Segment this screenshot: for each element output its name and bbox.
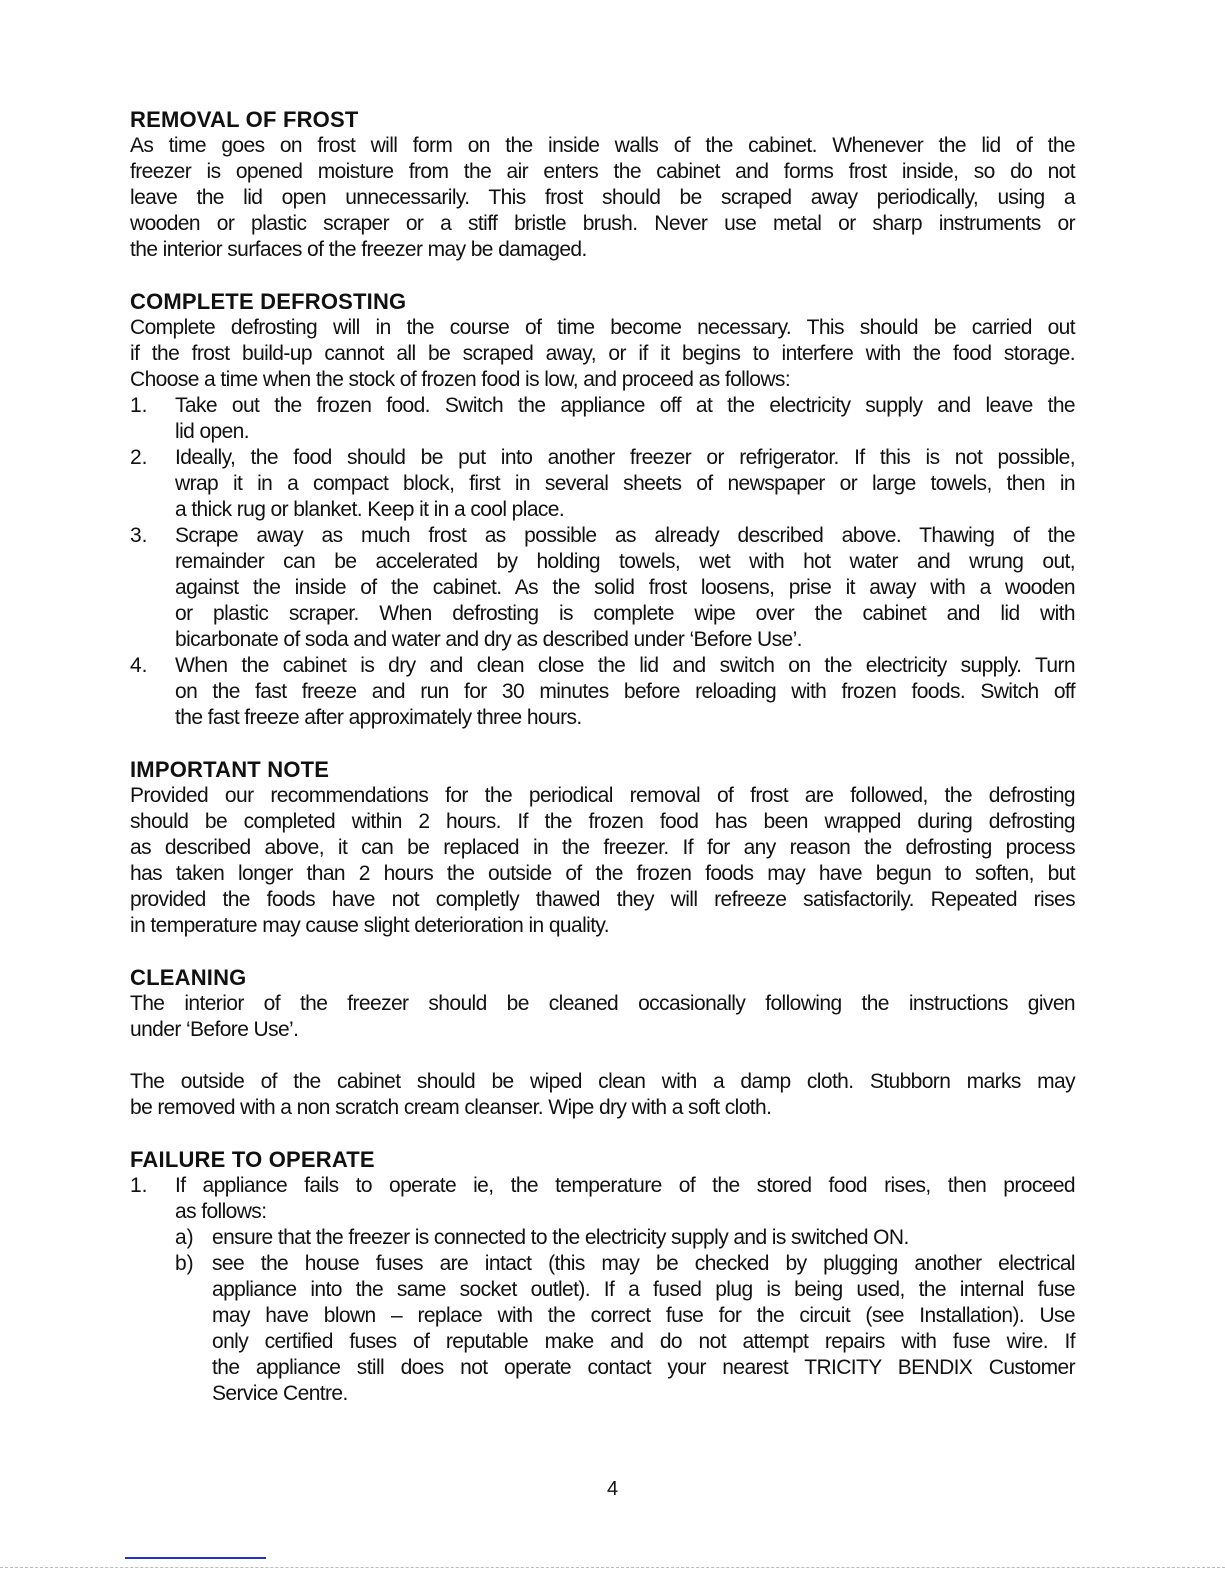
list-marker: 1.	[130, 394, 148, 417]
text-line: be removed with a non scratch cream cleanser. Wipe dry with a soft cloth.	[130, 1096, 772, 1119]
text-line: see the house fuses are intact (this may be checked by plugging another electrical	[212, 1252, 1075, 1275]
section-heading: COMPLETE DEFROSTING	[130, 289, 407, 314]
text-line: Choose a time when the stock of frozen food is low, and proceed as follows:	[130, 368, 791, 391]
text-line: as follows:	[175, 1200, 267, 1223]
section-heading: CLEANING	[130, 965, 247, 990]
text-line: provided the foods have not completly thawed they will refreeze satisfactorily. Repeated rises	[130, 888, 1075, 911]
text-line: under ‘Before Use’.	[130, 1018, 299, 1041]
paragraph	[130, 133, 1075, 263]
list-marker: a)	[175, 1226, 194, 1249]
text-line: The interior of the freezer should be cleaned occasionally following the instructions given	[130, 992, 1075, 1015]
list-item	[130, 653, 1075, 731]
text-line: lid open.	[175, 420, 249, 443]
section-heading: IMPORTANT NOTE	[130, 757, 330, 782]
text-line: if the frost build-up cannot all be scraped away, or if it begins to interfere with the food storage.	[130, 342, 1075, 365]
section	[130, 757, 1075, 939]
text-line: bicarbonate of soda and water and dry as described under ‘Before Use’.	[175, 628, 802, 651]
list-marker: 4.	[130, 654, 148, 677]
text-line: or plastic scraper. When defrosting is complete wipe over the cabinet and lid with	[175, 602, 1075, 625]
paragraph	[130, 991, 1075, 1043]
text-line: appliance into the same socket outlet). If a fused plug is being used, the internal fuse	[212, 1278, 1075, 1301]
text-line: If appliance fails to operate ie, the temperature of the stored food rises, then proceed	[175, 1174, 1075, 1197]
text-line: Provided our recommendations for the periodical removal of frost are followed, the defrosting	[130, 784, 1075, 807]
text-line: Complete defrosting will in the course of time become necessary. This should be carried out	[130, 316, 1075, 339]
text-line: against the inside of the cabinet. As the solid frost loosens, prise it away with a wooden	[175, 576, 1075, 599]
page-number: 4	[606, 1478, 619, 1500]
list-marker: 3.	[130, 524, 148, 547]
page-bottom-rule	[0, 1567, 1225, 1568]
list-item	[130, 523, 1075, 653]
list-item	[130, 445, 1075, 523]
sub-list-item	[130, 1225, 1075, 1251]
link-underline	[125, 1557, 266, 1559]
text-line: remainder can be accelerated by holding towels, wet with hot water and wrung out,	[175, 550, 1075, 573]
text-line: should be completed within 2 hours. If the frozen food has been wrapped during defrosting	[130, 810, 1075, 833]
text-line: Scrape away as much frost as possible as already described above. Thawing of the	[175, 524, 1075, 547]
section-heading: FAILURE TO OPERATE	[130, 1147, 375, 1172]
section-heading: REMOVAL OF FROST	[130, 107, 359, 132]
sub-list-item	[130, 1251, 1075, 1407]
list-item	[130, 1173, 1075, 1225]
list-marker: 1.	[130, 1174, 148, 1197]
text-line: as described above, it can be replaced in the freezer. If for any reason the defrosting process	[130, 836, 1075, 859]
list-item	[130, 393, 1075, 445]
text-line: on the fast freeze and run for 30 minutes before reloading with frozen foods. Switch off	[175, 680, 1075, 703]
text-line: leave the lid open unnecessarily. This frost should be scraped away periodically, using a	[130, 186, 1075, 209]
list-marker: b)	[175, 1252, 194, 1275]
text-line: As time goes on frost will form on the inside walls of the cabinet. Whenever the lid of the	[130, 134, 1075, 157]
paragraph	[130, 1069, 1075, 1121]
text-line: has taken longer than 2 hours the outside of the frozen foods may have begun to soften, but	[130, 862, 1075, 885]
text-line: The outside of the cabinet should be wiped clean with a damp cloth. Stubborn marks may	[130, 1070, 1075, 1093]
paragraph	[130, 783, 1075, 939]
text-line: a thick rug or blanket. Keep it in a cool place.	[175, 498, 565, 521]
text-line: the appliance still does not operate contact your nearest TRICITY BENDIX Customer	[212, 1356, 1075, 1379]
section	[130, 965, 1075, 1121]
text-line: When the cabinet is dry and clean close the lid and switch on the electricity supply. Turn	[175, 654, 1075, 677]
text-line: ensure that the freezer is connected to the electricity supply and is switched ON.	[212, 1226, 909, 1249]
document-body	[130, 107, 1075, 1433]
text-line: the fast freeze after approximately three hours.	[175, 706, 582, 729]
section	[130, 289, 1075, 731]
text-line: Service Centre.	[212, 1382, 348, 1405]
paragraph	[130, 315, 1075, 393]
section	[130, 1147, 1075, 1407]
text-line: in temperature may cause slight deterioration in quality.	[130, 914, 610, 937]
text-line: wrap it in a compact block, first in several sheets of newspaper or large towels, then in	[175, 472, 1075, 495]
text-line: may have blown – replace with the correct fuse for the circuit (see Installation). Use	[212, 1304, 1075, 1327]
text-line: only certified fuses of reputable make and do not attempt repairs with fuse wire. If	[212, 1330, 1075, 1353]
text-line: freezer is opened moisture from the air enters the cabinet and forms frost inside, so do not	[130, 160, 1075, 183]
text-line: wooden or plastic scraper or a stiff bristle brush. Never use metal or sharp instruments or	[130, 212, 1075, 235]
text-line: Ideally, the food should be put into another freezer or refrigerator. If this is not possible,	[175, 446, 1075, 469]
text-line: Take out the frozen food. Switch the appliance off at the electricity supply and leave the	[175, 394, 1075, 417]
text-line: the interior surfaces of the freezer may be damaged.	[130, 238, 587, 261]
section	[130, 107, 1075, 263]
list-marker: 2.	[130, 446, 148, 469]
